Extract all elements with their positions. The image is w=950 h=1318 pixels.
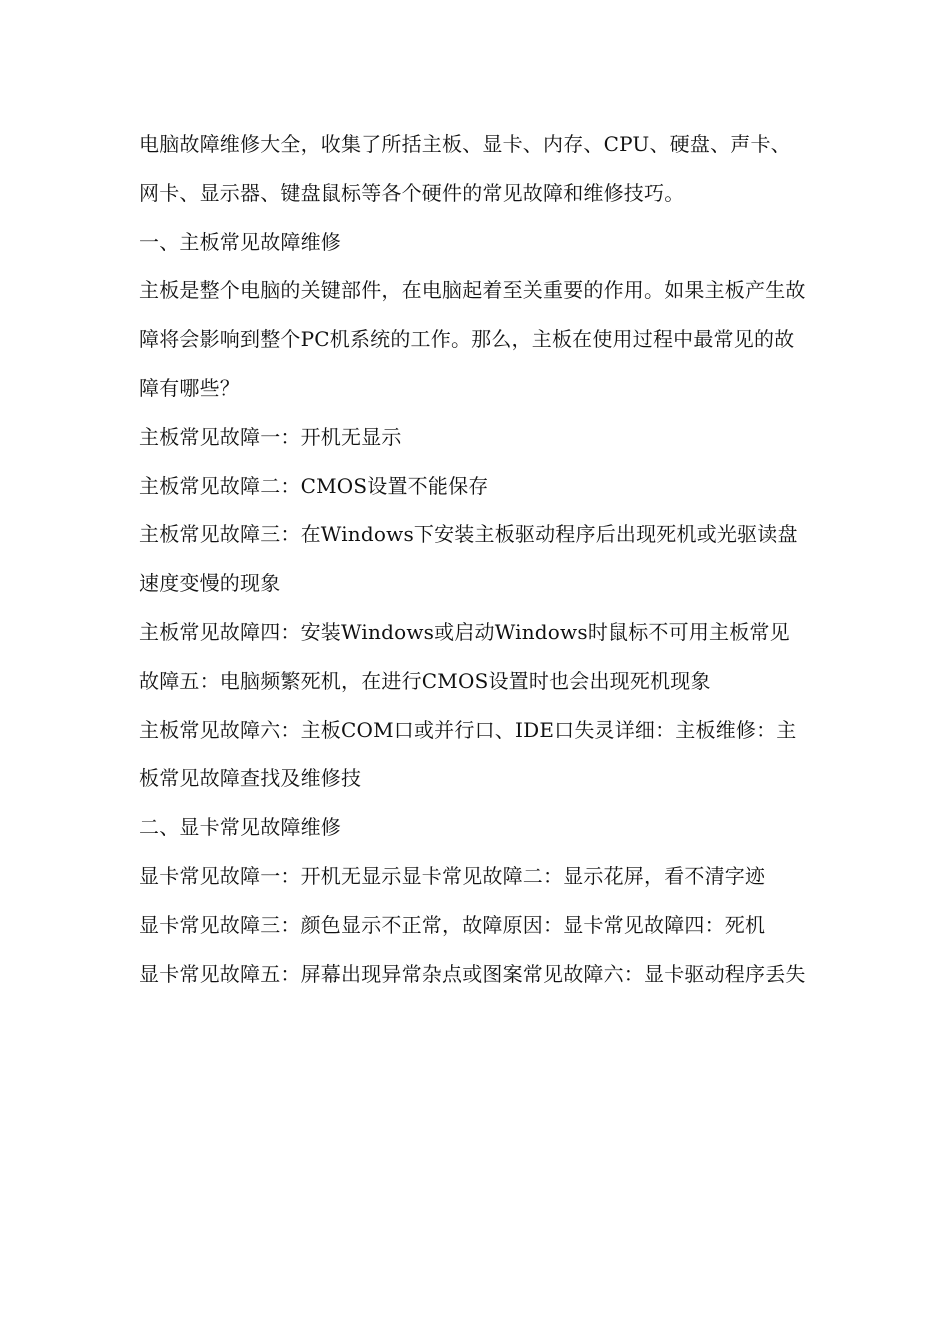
motherboard-fault-2: 主板常见故障二：CMOS设置不能保存	[139, 473, 489, 498]
motherboard-fault-4-5: 主板常见故障四：安装Windows或启动Windows时鼠标不可用主板常见故障五：电脑频繁死机，在进行CMOS设置时也会出现死机现象	[139, 619, 790, 693]
motherboard-intro-paragraph: 主板是整个电脑的关键部件，在电脑起着至关重要的作用。如果主板产生故障将会影响到整个PC机系统的工作。那么，主板在使用过程中最常见的故障有哪些？	[139, 278, 806, 400]
graphics-fault-3-4: 显卡常见故障三：颜色显示不正常，故障原因：显卡常见故障四：死机	[139, 912, 766, 937]
intro-paragraph: 电脑故障维修大全，收集了所括主板、显卡、内存、CPU、硬盘、声卡、网卡、显示器、键盘鼠标等各个硬件的常见故障和维修技巧。	[139, 132, 791, 205]
document-body	[139, 120, 809, 998]
graphics-fault-1-2: 显卡常见故障一：开机无显示显卡常见故障二：显示花屏，看不清字迹	[139, 863, 766, 888]
motherboard-fault-6: 主板常见故障六：主板COM口或并行口、IDE口失灵详细：主板维修：主板常见故障查找及维修技	[139, 717, 797, 791]
motherboard-fault-3: 主板常见故障三：在Windows下安装主板驱动程序后出现死机或光驱读盘速度变慢的现象	[139, 522, 798, 596]
section-heading-motherboard: 一、主板常见故障维修	[139, 229, 341, 254]
graphics-fault-5-6: 显卡常见故障五：屏幕出现异常杂点或图案常见故障六：显卡驱动程序丢失	[139, 961, 806, 986]
motherboard-fault-1: 主板常见故障一：开机无显示	[139, 424, 402, 449]
section-heading-graphics-card: 二、显卡常见故障维修	[139, 815, 341, 840]
